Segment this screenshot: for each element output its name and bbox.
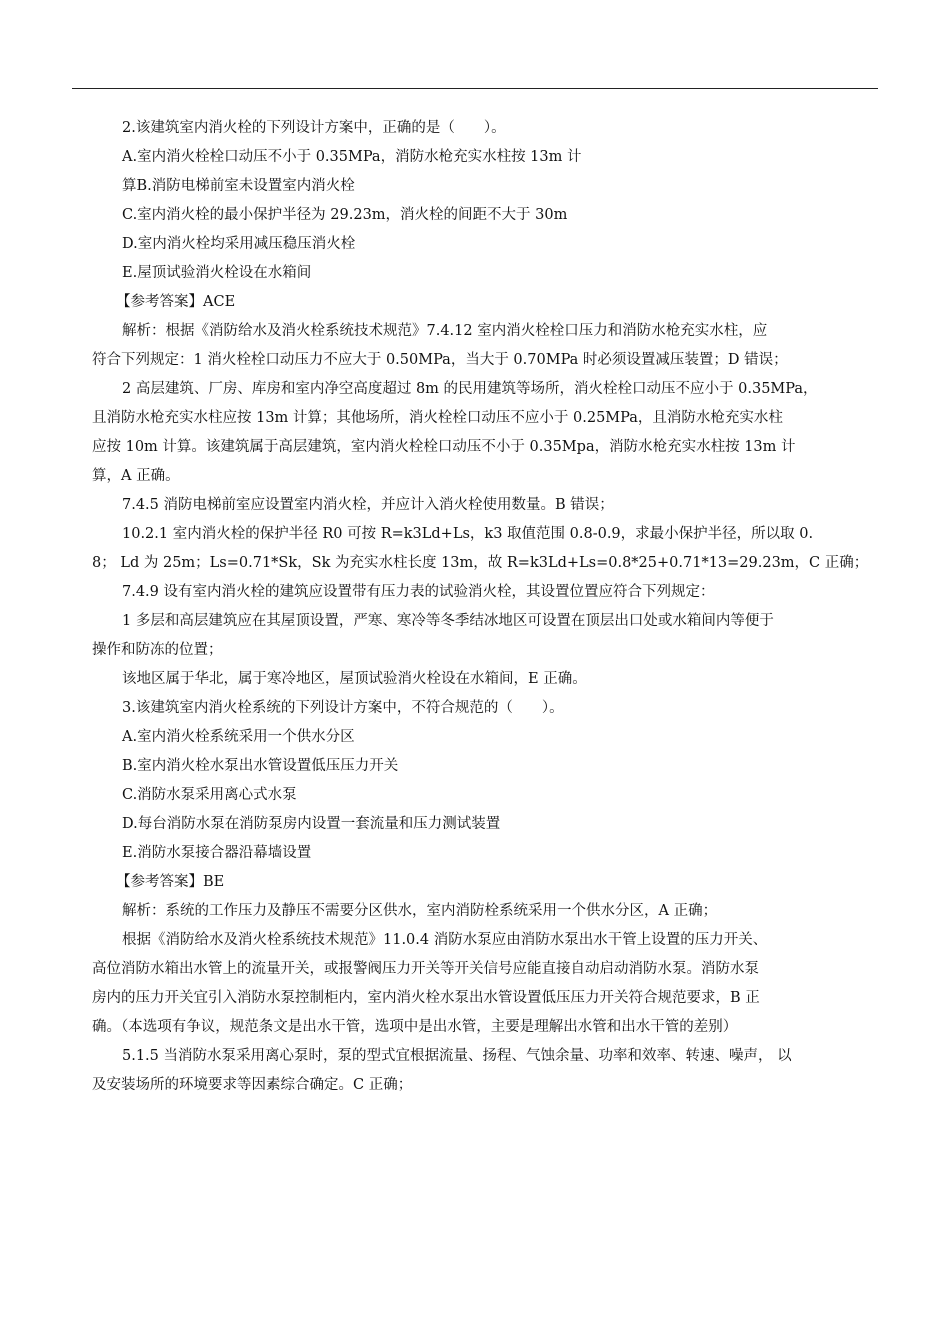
explanation-line: 1 多层和高层建筑应在其屋顶设置，严寒、寒冷等冬季结冰地区可设置在顶层出口处或水箱间内等便于 bbox=[122, 613, 774, 629]
question-2-stem: 2.该建筑室内消火栓的下列设计方案中，正确的是（ ）。 bbox=[122, 120, 506, 136]
explanation-line: 及安装场所的环境要求等因素综合确定。C 正确； bbox=[92, 1077, 413, 1093]
question-3-answer: 【参考答案】BE bbox=[116, 874, 225, 890]
explanation-line: 5.1.5 当消防水泵采用离心泵时，泵的型式宜根据流量、扬程、气蚀余量、功率和效率、转速、噪声， 以 bbox=[122, 1048, 792, 1064]
question-2-option-a: A.室内消火栓栓口动压不小于 0.35MPa，消防水枪充实水柱按 13m 计 bbox=[122, 149, 582, 165]
question-3-option-b: B.室内消火栓水泵出水管设置低压压力开关 bbox=[122, 758, 399, 774]
question-2-option-c: C.室内消火栓的最小保护半径为 29.23m，消火栓的间距不大于 30m bbox=[122, 207, 568, 223]
explanation-line: 解析：根据《消防给水及消火栓系统技术规范》7.4.12 室内消火栓栓口压力和消防水枪充实水柱，应 bbox=[122, 323, 768, 339]
explanation-line: 符合下列规定：1 消火栓栓口动压力不应大于 0.50MPa，当大于 0.70MPa 时必须设置减压装置；D 错误； bbox=[92, 352, 788, 368]
explanation-line: 2 高层建筑、厂房、库房和室内净空高度超过 8m 的民用建筑等场所，消火栓栓口动压不应小于 0.35MPa， bbox=[122, 381, 818, 397]
explanation-line: 应按 10m 计算。该建筑属于高层建筑，室内消火栓栓口动压不小于 0.35Mpa，消防水枪充实水柱按 13m 计 bbox=[92, 439, 796, 455]
explanation-line: 该地区属于华北，属于寒冷地区，屋顶试验消火栓设在水箱间，E 正确。 bbox=[122, 671, 587, 687]
question-2-option-b: 算B.消防电梯前室未设置室内消火栓 bbox=[122, 178, 355, 194]
explanation-line: 确。（本选项有争议，规范条文是出水干管，选项中是出水管，主要是理解出水管和出水干管的差别） bbox=[92, 1019, 738, 1035]
question-3-stem: 3.该建筑室内消火栓系统的下列设计方案中，不符合规范的（ ）。 bbox=[122, 700, 564, 716]
explanation-line: 操作和防冻的位置； bbox=[92, 642, 223, 658]
question-2-option-e: E.屋顶试验消火栓设在水箱间 bbox=[122, 265, 312, 281]
question-2-option-d: D.室内消火栓均采用减压稳压消火栓 bbox=[122, 236, 356, 252]
explanation-line: 解析：系统的工作压力及静压不需要分区供水，室内消防栓系统采用一个供水分区，A 正确； bbox=[122, 903, 718, 919]
question-3-option-c: C.消防水泵采用离心式水泵 bbox=[122, 787, 297, 803]
explanation-line: 根据《消防给水及消火栓系统技术规范》11.0.4 消防水泵应由消防水泵出水干管上设置的压力开关、 bbox=[122, 932, 768, 948]
explanation-line: 房内的压力开关宜引入消防水泵控制柜内，室内消火栓水泵出水管设置低压压力开关符合规范要求，B 正 bbox=[92, 990, 760, 1006]
explanation-line: 且消防水枪充实水柱应按 13m 计算；其他场所，消火栓栓口动压不应小于 0.25MPa，且消防水枪充实水柱 bbox=[92, 410, 783, 426]
explanation-line: 算，A 正确。 bbox=[92, 468, 180, 484]
explanation-line: 8； Ld 为 25m；Ls=0.71*Sk，Sk 为充实水柱长度 13m，故 R=k3Ld+Ls=0.8*25+0.71*13=29.23m，C 正确； bbox=[92, 555, 869, 571]
explanation-line: 10.2.1 室内消火栓的保护半径 R0 可按 R=k3Ld+Ls，k3 取值范围 0.8-0.9，求最小保护半径，所以取 0. bbox=[122, 526, 814, 542]
explanation-line: 7.4.5 消防电梯前室应设置室内消火栓，并应计入消火栓使用数量。B 错误； bbox=[122, 497, 614, 513]
question-3-option-e: E.消防水泵接合器沿幕墙设置 bbox=[122, 845, 312, 861]
explanation-line: 高位消防水箱出水管上的流量开关，或报警阀压力开关等开关信号应能直接自动启动消防水泵。消防水泵 bbox=[92, 961, 759, 977]
header-rule bbox=[72, 88, 878, 89]
question-3-option-d: D.每台消防水泵在消防泵房内设置一套流量和压力测试装置 bbox=[122, 816, 501, 832]
explanation-line: 7.4.9 设有室内消火栓的建筑应设置带有压力表的试验消火栓，其设置位置应符合下列规定： bbox=[122, 584, 715, 600]
question-2-answer: 【参考答案】ACE bbox=[116, 294, 236, 310]
question-3-option-a: A.室内消火栓系统采用一个供水分区 bbox=[122, 729, 355, 745]
